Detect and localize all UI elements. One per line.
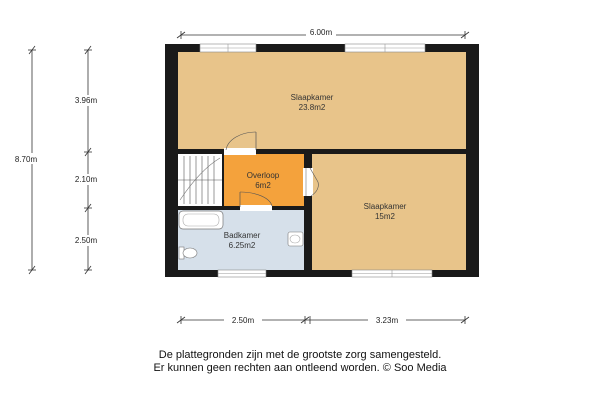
window-bottom-right	[352, 270, 432, 277]
dimension-bottom-width-2-label: 3.23m	[375, 316, 399, 325]
room-area-slaapkamer-small: 15m2	[374, 212, 396, 221]
room-area-overloop: 6m2	[255, 181, 271, 190]
room-overloop	[224, 154, 304, 206]
dimension-bottom-widths	[177, 316, 469, 324]
room-area-badkamer: 6.25m2	[228, 241, 256, 250]
dimension-top-width-label: 6.00m	[309, 28, 333, 37]
window-top-left	[200, 44, 256, 52]
washbasin	[288, 232, 303, 246]
disclaimer-line-1: De plattegronden zijn met de grootste zorg samengesteld.	[158, 349, 442, 361]
disclaimer-line-2: Er kunnen geen rechten aan ontleend worden. © Soo Media	[153, 362, 447, 374]
window-bottom-left	[218, 270, 266, 277]
bathtub	[179, 211, 223, 229]
room-label-overloop: Overloop	[246, 171, 280, 180]
dimension-height-3-label: 2.50m	[74, 236, 98, 245]
room-area-slaapkamer-large: 23.8m2	[298, 103, 326, 112]
room-label-slaapkamer-large: Slaapkamer	[290, 93, 334, 102]
window-top-right	[345, 44, 425, 52]
toilet	[179, 247, 197, 259]
room-label-slaapkamer-small: Slaapkamer	[363, 202, 407, 211]
dimension-bottom-width-1-label: 2.50m	[231, 316, 255, 325]
room-label-badkamer: Badkamer	[223, 231, 261, 240]
dimension-height-2-label: 2.10m	[74, 175, 98, 184]
dimension-total-height-label: 8.70m	[14, 155, 38, 164]
dimension-height-1-label: 3.96m	[74, 96, 98, 105]
